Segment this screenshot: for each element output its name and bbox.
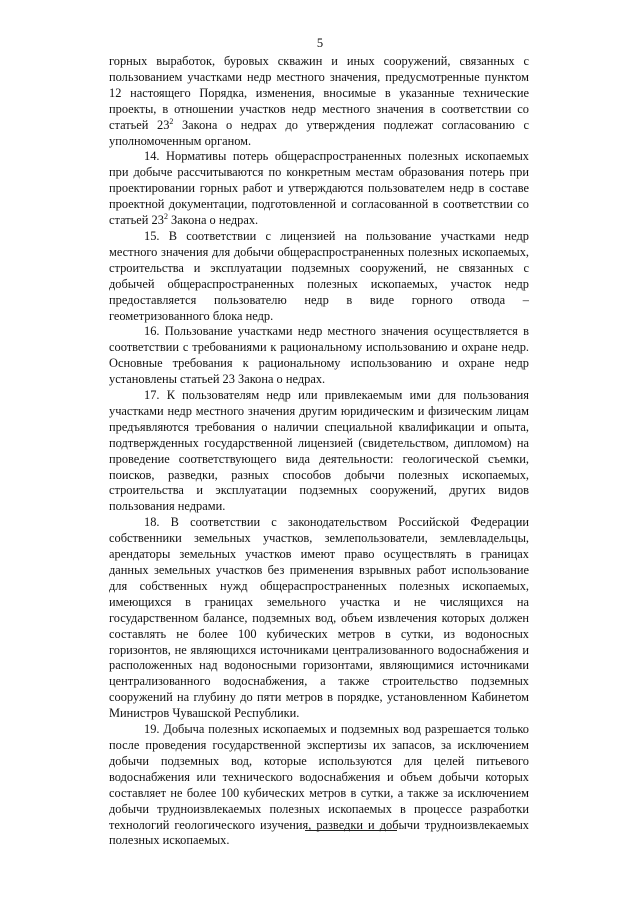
document-body <box>109 54 529 849</box>
paragraph-19: 19. Добыча полезных ископаемых и подземных вод разрешается только после проведения государственной экспертизы их запасов, за исключением добычи подземных вод, которые используются для целей питьевого водоснабжения или технического водоснабжения и объем добычи которых составляет не более 100 кубических метров в сутки, а также за исключением добычи трудноизвлекаемых полезных ископаемых в процессе разработки технологий геологического изучения, разведки и добычи трудноизвлекаемых полезных ископаемых. <box>109 722 529 848</box>
page-number: 5 <box>316 36 324 50</box>
paragraph-16: 16. Пользование участками недр местного значения осуществляется в соответствии с требованиями к рациональному использованию и охране недр. Основные требования к рациональному использованию и охране недр установлены статьей 23 Закона о недрах. <box>109 324 529 387</box>
paragraph-15: 15. В соответствии с лицензией на пользование участками недр местного значения для добычи общераспространенных полезных ископаемых, строительства и эксплуатации подземных сооружений, не связанных с добычей общераспространенных полезных ископаемых, участок недр предоставляется пользователю недр в виде горного отвода – геометризованного блока недр. <box>109 228 529 323</box>
paragraph-18: 18. В соответствии с законодательством Российской Федерации собственники земельных участков, землепользователи, землевладельцы, арендаторы земельных участков имеют право осуществлять в границах данных земельных участков без применения взрывных работ использование для собственных нужд общераспространенных полезных ископаемых, имеющихся в границах земельного участка и не числящихся на государственном балансе, подземных вод, объем извлечения которых должен составлять не более 100 кубических метров в сутки, из водоносных горизонтов, не являющихся источниками централизованного водоснабжения и расположенных над водоносными горизонтами, являющимися источниками централизованного водоснабжения, а также строительство подземных сооружений на глубину до пяти метров в порядке, установленном Кабинетом Министров Чувашской Республики. <box>109 515 529 721</box>
end-separator-line <box>305 830 397 831</box>
paragraph-17: 17. К пользователям недр или привлекаемым ими для пользования участками недр местного значения другим юридическим и физическим лицам предъявляются требования о наличии специальной квалификации и опыта, подтвержденных государственной лицензией (свидетельством, дипломом) на проведение соответствующего вида деятельности: геологической съемки, поисков, разведки, разных способов добычи полезных ископаемых, строительства и эксплуатации подземных сооружений, других видов пользования недрами. <box>109 388 529 514</box>
paragraph-14: 14. Нормативы потерь общераспространенных полезных ископаемых при добыче рассчитываются по конкретным местам образования потерь при проектировании горных работ и утверждаются пользователем недр в составе проектной документации, подготовленной и согласованной в соответствии со статьей $23^2$ Закона о недрах. <box>109 149 529 228</box>
paragraph-continuation: горных выработок, буровых скважин и иных сооружений, связанных с пользованием участками недр местного значения, предусмотренные пунктом 12 настоящего Порядка, изменения, вносимые в указанные технические проекты, в отношении участков недр местного значения в соответствии со статьей $23^2$ Закона о недрах до утверждения подлежат согласованию с уполномоченным органом. <box>109 54 529 148</box>
